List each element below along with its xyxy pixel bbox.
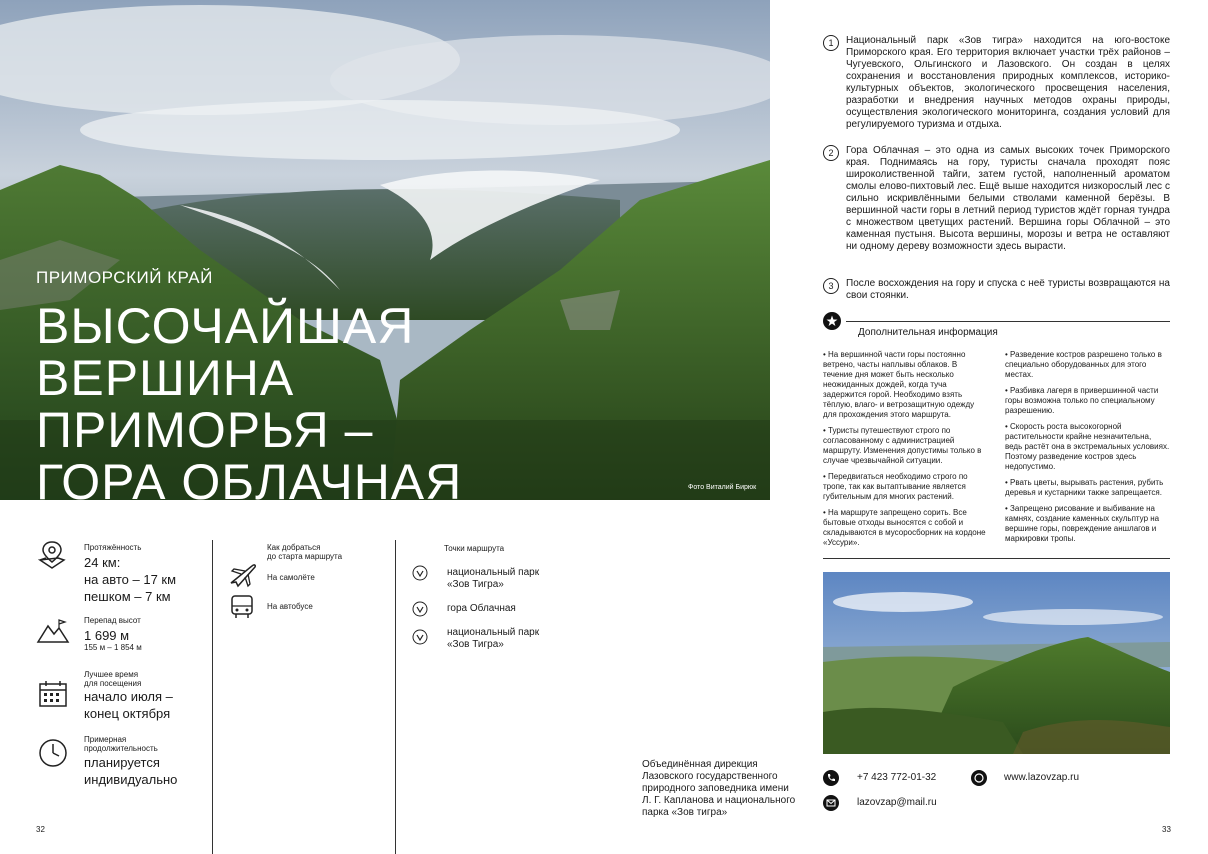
route-point-3 xyxy=(447,627,539,651)
summit-photo xyxy=(823,572,1170,754)
title-line: ГОРА ОБЛАЧНАЯ xyxy=(36,454,463,510)
list-item: • Скорость роста высокогорной растительности крайне незначительна, ведь растёт она в экстремальных условиях. Поэтому разведение костров здесь недопустимо. xyxy=(1005,422,1170,471)
length-walk: пешком – 7 км xyxy=(84,589,171,604)
list-item-text: Скорость роста высокогорной растительности крайне незначительна, ведь растёт она в экстремальных условиях. Поэтому разведение костров здесь недопустимо. xyxy=(1005,422,1170,471)
season-label: Лучшее время xyxy=(84,670,139,679)
step-number: 3 xyxy=(823,278,839,294)
list-item-text: Передвигаться необходимо строго по тропе, так как вытаптывание является губительным для многих растений. xyxy=(823,472,968,501)
mountain-peak-image xyxy=(823,572,1170,754)
list-item-text: Запрещено рисование и выбивание на камнях, создание каменных скульптур на вершине горы, повреждение аншлагов и маркировки тропы. xyxy=(1005,504,1160,543)
list-item-text: Рвать цветы, вырывать растения, рубить деревья и кустарники также запрещается. xyxy=(1005,478,1164,497)
points-heading: Точки маршрута xyxy=(444,544,505,553)
phone-icon xyxy=(823,770,839,791)
mountain-icon xyxy=(36,618,70,649)
star-icon xyxy=(823,312,841,335)
mail-icon xyxy=(823,795,839,816)
route-point-1 xyxy=(447,567,539,591)
org-line: Объединённая дирекция xyxy=(642,759,758,770)
list-item-text: Разведение костров разрешено только в специально оборудованных для этого местах. xyxy=(1005,350,1162,379)
list-item: • На вершинной части горы постоянно ветрено, часты наплывы облаков. В течение дня может быть несколько неожиданных дождей, когда туча задержится горой. Необходимо взять тёплую, влаго- и ветрозащитную одежду для прохождения этого маршрута. xyxy=(823,350,975,419)
step-text: Национальный парк «Зов тигра» находится на юго-востоке Приморского края. Его территория включает участки трёх районов – Чугуевского, Ольгинского и Лазовского. Он создан в целях сохранения и восстановления природных комплексов, историко-культурных объектов, экологического просвещения населения, разработки и внедрения научных методов охраны природы, осуществления экологического мониторинга, создания условий для регулируемого туризма и отдыха. xyxy=(846,35,1170,130)
length-car: на авто – 17 км xyxy=(84,572,177,587)
list-item: • Рвать цветы, вырывать растения, рубить деревья и кустарники также запрещается. xyxy=(1005,478,1164,497)
globe-icon xyxy=(971,770,987,791)
list-item-text: Разбивка лагеря в привершинной части горы возможна только по специальному разрешению. xyxy=(1005,386,1159,415)
extra-left-list xyxy=(823,350,988,548)
org-line: парка «Зов тигра» xyxy=(642,807,728,818)
page-number-left: 32 xyxy=(36,825,45,834)
location-pin-icon xyxy=(36,540,68,575)
photo-credit: Фото Виталий Бирюк xyxy=(688,484,757,491)
extra-right-list xyxy=(1005,350,1170,544)
list-item: • На маршруте запрещено сорить. Все бытовые отходы выносятся с собой и складываются в мусоросборник на кордоне «Уссури». xyxy=(823,508,986,547)
email-link[interactable]: lazovzap@mail.ru xyxy=(857,797,937,808)
elevation-range: 155 м – 1 854 м xyxy=(84,643,142,652)
duration-value: планируется xyxy=(84,755,160,770)
route-point-icon xyxy=(412,601,428,622)
calendar-icon xyxy=(38,680,68,713)
column-divider xyxy=(212,540,213,854)
list-item: • Передвигаться необходимо строго по тропе, так как вытаптывание является губительным для многих растений. xyxy=(823,472,968,501)
org-line: Лазовского государственного xyxy=(642,771,778,782)
season-label-2: для посещения xyxy=(84,679,142,688)
region-label: ПРИМОРСКИЙ КРАЙ xyxy=(36,268,213,287)
duration-label-2: продолжительность xyxy=(84,744,158,753)
clock-icon xyxy=(38,738,68,773)
length-value: 24 км: xyxy=(84,555,121,570)
route-point-name: национальный парк xyxy=(447,627,540,638)
list-item: • Туристы путешествуют строго по согласованному с администрацией маршруту. Изменения допустимы только в случае чрезвычайной ситуации. xyxy=(823,426,982,465)
airplane-icon xyxy=(228,562,258,593)
route-point-name-2: «Зов Тигра» xyxy=(447,639,504,650)
list-item-text: Туристы путешествуют строго по согласованному с администрацией маршруту. Изменения допустимы только в случае чрезвычайной ситуации. xyxy=(823,426,982,465)
step-number: 1 xyxy=(823,35,839,51)
phone-number[interactable]: +7 423 772-01-32 xyxy=(857,772,937,783)
org-line: Л. Г. Капланова и национального xyxy=(642,795,796,806)
page-number-right: 33 xyxy=(1162,825,1171,834)
organization-info xyxy=(642,759,795,819)
transport-bus: На автобусе xyxy=(267,602,313,611)
duration-label: Примерная xyxy=(84,735,127,744)
list-item-text: На вершинной части горы постоянно ветрено, часты наплывы облаков. В течение дня может быть несколько неожиданных дождей, когда туча задержится горой. Необходимо взять тёплую, влаго- и ветрозащитную одежду для прохождения этого маршрута. xyxy=(823,350,975,419)
elevation-label: Перепад высот xyxy=(84,616,141,625)
org-line: природного заповедника имени xyxy=(642,783,789,794)
elevation-value: 1 699 м xyxy=(84,628,130,643)
list-item: • Запрещено рисование и выбивание на камнях, создание каменных скульптур на вершине горы, повреждение аншлагов и маркировки тропы. xyxy=(1005,504,1160,543)
list-item: • Разведение костров разрешено только в специально оборудованных для этого местах. xyxy=(1005,350,1162,379)
section-divider xyxy=(846,321,1170,322)
length-label: Протяжённость xyxy=(84,543,142,552)
title-line: ПРИМОРЬЯ – xyxy=(36,402,374,458)
step-number: 2 xyxy=(823,145,839,161)
title-line: ВЕРШИНА xyxy=(36,350,295,406)
transport-heading-2: до старта маршрута xyxy=(267,552,343,561)
list-item-text: На маршруте запрещено сорить. Все бытовые отходы выносятся с собой и складываются в мусоросборник на кордоне «Уссури». xyxy=(823,508,986,547)
website-link[interactable]: www.lazovzap.ru xyxy=(1004,772,1080,783)
transport-plane: На самолёте xyxy=(267,573,315,582)
duration-value-2: индивидуально xyxy=(84,772,178,787)
list-item: • Разбивка лагеря в привершинной части горы возможна только по специальному разрешению. xyxy=(1005,386,1159,415)
route-point-name: национальный парк xyxy=(447,567,540,578)
season-value: начало июля – xyxy=(84,689,173,704)
extra-heading: Дополнительная информация xyxy=(858,327,998,338)
section-divider xyxy=(823,558,1170,559)
route-point-icon xyxy=(412,565,428,586)
step-text: Гора Облачная – это одна из самых высоких точек Приморского края. Поднимаясь на гору, туристы сначала проходят пояс широколиственной тайги, затем густой, наполненный ароматом смолы елово-пихтовый лес. Ещё выше находится низкорослый лес с сильно искривлёнными белыми стволами каменной берёзы. В вершинной части горы в летний период туристов ждёт горная тундра с множеством цветущих растений. Вершина горы Облачной – это каменная пустыня. Высота вершины, морозы и ветра не оставляют ни одному дереву возможности здесь вырасти. xyxy=(846,145,1170,252)
route-point-icon xyxy=(412,629,428,650)
step-text: После восхождения на гору и спуска с неё туристы возвращаются на свои стоянки. xyxy=(846,278,1170,301)
route-point-2: гора Облачная xyxy=(447,603,516,614)
season-value-2: конец октября xyxy=(84,706,171,721)
transport-heading: Как добраться xyxy=(267,543,321,552)
column-divider xyxy=(395,540,396,854)
route-point-name-2: «Зов Тигра» xyxy=(447,579,504,590)
bus-icon xyxy=(230,594,254,625)
page-title xyxy=(36,300,496,508)
title-line: ВЫСОЧАЙШАЯ xyxy=(36,298,415,354)
